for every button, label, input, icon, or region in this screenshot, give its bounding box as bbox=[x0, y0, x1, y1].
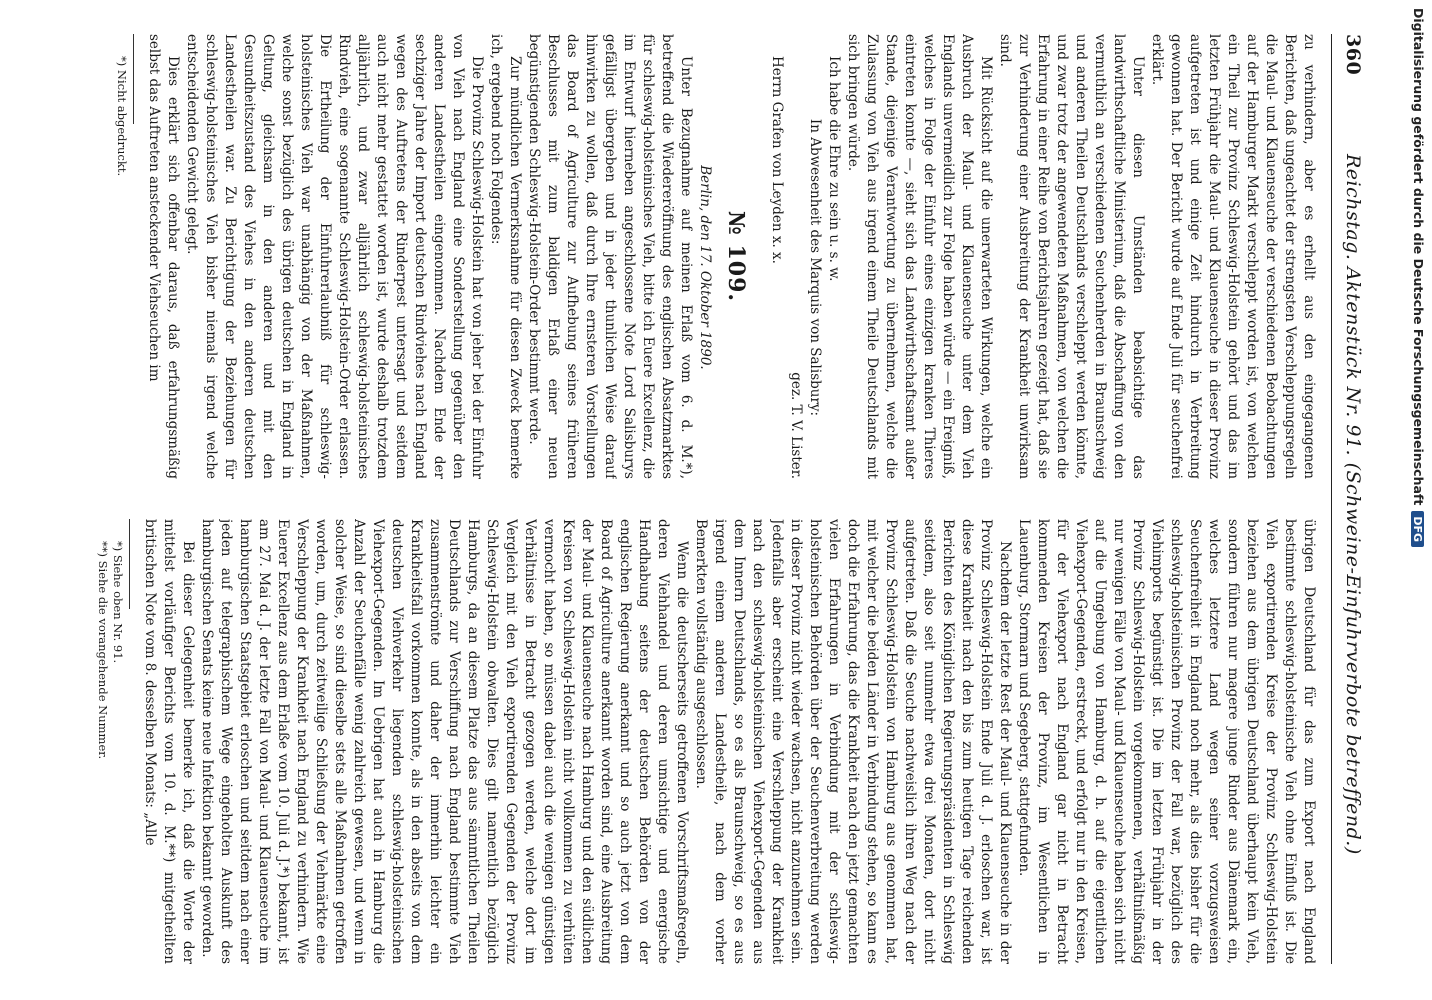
left-paragraph-4: Ich habe die Ehre zu sein u. s. w. bbox=[826, 56, 842, 282]
right-paragraph-1: übrigen Deutschland für das zum Export nach England bestimmte schleswig-holsteinische Vieh ohne Einfluß ist. Die Vieh exportirenden Kreise der Provinz Schleswig-Holstein beziehen aus dem übrigen Deutschland überhaupt kein Vieh, sondern führen nur magere junge Rinder aus Dänemark ein, welches letztere Land wegen seiner vorzugsweisen Seuchenfreiheit in England noch mehr, als dies bisher für die schleswig-holsteinischen Provinz der Fall war, bezüglich des Viehimports begünstigt ist. Die im letzten Frühjahr in der Provinz Schleswig-Holstein vorgekommenen, verhältnißmäßig nur wenigen Fälle von Maul- und Klauenseuche haben sich nicht auf die Umgebung von Hamburg, d. h. auf die eigentlichen Viehexport-Gegenden, erstreckt, und erfolgt nur in den Kreisen, für der Viehexport nach England gar nicht in Betracht kommenden Kreisen der Provinz, im Wesentlichen in Lauenburg, Stormarn und Segeberg, stattgefunden. bbox=[1016, 519, 1317, 964]
left-paragraph-2: Unter diesen Umständen beabsichtige das landwirthschaftliche Ministerium, daß die Abschaffung von den vermuthlich an verschiedenen Seuchenherden in Braunschweig und anderen Theilen Deutschlands verschleppt werden könnte, und zwar trotz der angewendeten Maßnahmen, von welchen die Erfahrung in einer Reihe von Berichtsjahren gezeigt hat, daß sie zur Verhinderung einer Ausbreitung der Krankheit unwirksam sind. bbox=[997, 34, 1146, 479]
right-paragraph-4: Bei dieser Gelegenheit bemerke ich, daß die Worte der mittelst vorläufiger Berichts vom 10. d. M.**) mitgetheilten britischen Note vom 8. desselben Monats: „Alle bbox=[142, 519, 196, 964]
left-after-paragraph-1: Unter Bezugnahme auf meinen Erlaß vom 6. d. M.*), betreffend die Wiedereröffnung des englischen Absatzmarktes für schleswig-holsteinisches Vieh, bitte ich Euere Excellenz, die im Entwurf hierneben angeschlossene Note Lord Salisburys gefälligst übergeben und in jeder thunlichen Weise darauf hinwirken zu wollen, daß durch Ihre ernsteren Vorstellungen das Board of Agriculture zur Aufhebung seines früheren Beschlusses mit zum baldigen Erlaß einer neuen begünstigenden Schleswig-Holstein-Order bestimmt werde. bbox=[526, 34, 694, 479]
dfg-logo-badge: DFG bbox=[1411, 511, 1424, 547]
left-after-paragraph-3: Die Provinz Schleswig-Holstein hat von jeher bei der Einfuhr von Vieh nach England eine Sonderstellung gegenüber den anderen Landestheilen eingenommen. Nachdem Ende der sechziger Jahre der Import deutschen Rindviehes nach England wegen des Auftretens der Rinderpest untersagt und seitdem auch nicht mehr gestattet worden ist, wurde deshalb trotzdem alljährlich, und zwar alljährlich schleswig-holsteinisches Rindvieh, eine sogenannte Schleswig-Holstein-Order erlassen. Die Ertheilung der Einfuhrerlaubniß für schleswig-holsteinisches Vieh war unabhängig von der Maßnahmen, welche sonst bezüglich des übrigen deutschen in England in Geltung, gleichsam in den anderen und mit den Gesundheitszustand des Viehes in den anderen deutschen Landestheilen war. Zu Berichtigung der Beziehungen für schleswig-holsteinisches Vieh bisher niemals irgend welche entscheidenden Gewicht gelegt. bbox=[184, 34, 485, 479]
page-number: 360 bbox=[1342, 34, 1364, 76]
page-body bbox=[30, 34, 1370, 964]
left-paragraph-1: zu verhindern, aber es erhellt aus den eingegangenen Berichten, daß ungeachtet der strengsten Verschleppungsregeln die Maul- und Klauenseuche der verschiedenen Beobachtungen auf der Hamburger Markt verschleppt worden ist, von welchen ein Theil zur Provinz Schleswig-Holstein gehört und das im letzten Frühjahr die Maul- und Klauenseuche in dieser Provinz aufgetreten ist und einige Zeit hindurch in Verbreitung gewonnen hat. Der Bericht wurde auf Ende Juli für seuchenfrei erklärt. bbox=[1149, 34, 1317, 479]
footnote-rule-right bbox=[129, 519, 130, 609]
left-after-paragraph-4: Dies erklärt sich offenbar daraus, daß erfahrungsmäßig selbst das Auftreten ansteckender Viehseuchen im bbox=[146, 34, 181, 479]
left-column bbox=[68, 34, 1318, 479]
dateline: Berlin, den 17. Oktober 1890. bbox=[697, 165, 713, 370]
left-after-paragraph-2: Zur mündlichen Vermerksnahme für diesen Zweck bemerke ich, ergebend noch Folgendes: bbox=[488, 34, 523, 479]
footnote-right-2: **) Siehe die vorangehende Nummer. bbox=[96, 541, 110, 760]
right-paragraph-2: Nachdem der letzte Rest der Maul- und Klauenseuche in der Provinz Schleswig-Holstein Ende Juli d. J. erloschen war, ist diese Krankheit nach den bis zum heutigen Tage reichenden Berichten des Königlichen Regierungspräsidenten in Schleswig seitdem, also seit nunmehr etwa drei Monaten, dort nicht aufgetreten. Daß die Seuche nachweislich ihren Weg nach der Provinz Schleswig-Holstein von Hamburg aus genommen hat, mit welcher die beiden Länder in Verbindung stehen, so kann es doch die Erfahrung, das die Krankheit nach den jetzt gemachten vielen Erfahrungen in Verbindung mit der schleswig-holsteinischen Behörden über der Seuchenverbreitung werden in dieser Provinz nicht wieder wachsen, nicht anzunehmen sein. Jedenfalls aber erscheint eine Verschleppung der Krankheit nach den schleswig-holsteinischen Viehexport-Gegenden aus dem Innern Deutschlands, so es als Braunschweig, so es aus irgend einem anderen Landestheile, nach dem vorher Bemerkten vollständig ausgeschlossen. bbox=[693, 519, 1013, 964]
credit-text: Digitalisierung gefördert durch die Deutsche Forschungsgemeinschaft bbox=[1411, 8, 1426, 506]
running-head-title: Reichstag. Aktenstück Nr. 91. (Schweine-Einfuhrverbote betreffend.) bbox=[1342, 154, 1364, 855]
signature-line-2: gez. T. V. Lister. bbox=[788, 372, 804, 479]
footnote-left: *) Nicht abgedruckt. bbox=[115, 56, 129, 177]
credit-text-container bbox=[1411, 8, 1426, 988]
right-paragraph-3: Wenn die deutscherseits getroffenen Vorschriftsmaßregeln, deren Viehhandel und deren umsichtige und energische Handhabung seitens der deutschen Behörden von der englischen Regierung anerkannt und so auch jetzt von dem Board of Agriculture anerkannt worden sind, eine Ausbreitung der Maul- und Klauenseuche nach Hamburg und den südlichen Kreisen von Schleswig-Holstein nicht vollkommen zu verhüten vermocht haben, so müssen dabei auch die wenigen günstigen Verhältnisse in Betracht gezogen werden, welche dort im Vergleich mit den Vieh exportirenden Gegenden der Provinz Schleswig-Holstein obwalten. Dies gilt namentlich bezüglich Hamburgs, da an diesem Platze das aus sämmtlichen Theilen Deutschlands zur Verschiffung nach England bestimmte Vieh zusammenströmte und daher der immerhin leichter ein Krankheitsfall vorkommen konnte, als in den abseits von dem deutschen Viehverkehr liegenden schleswig-holsteinischen Viehexport-Gegenden. Im Uebrigen hat auch in Hamburg die Anzahl der Seuchenfälle wenig zahlreich gewesen, und wenn in solcher Weise, so sind dieselbe stets alle Maßnahmen getroffen worden, um, durch zeitweilige Schließung der Viehmärkte eine Verschleppung der Krankheit nach England zu verhindern. Wie Euerer Excellenz aus dem Erlaße vom 10. Juli d. J.*) bekannt, ist am 27. Mai d. J. der letzte Fall von Maul- und Klauenseuche im hamburgischen Staatsgebiet erloschen und seitdem nach einer jeden auf telegraphischem Wege eingeholten Auskunft des hamburgischen Senats keine neue Infektion bekannt geworden. bbox=[199, 519, 690, 964]
footnote-rule-left bbox=[133, 34, 134, 124]
addressee: Herrn Grafen von Leyden x. x. bbox=[769, 56, 785, 264]
digitization-credit bbox=[1404, 0, 1432, 1000]
document-number: № 109. bbox=[723, 210, 749, 303]
footnote-right-1: *) Siehe oben Nr. 91. bbox=[111, 541, 125, 664]
left-paragraph-3: Mit Rücksicht auf die unerwarteten Wirkungen, welche ein Ausbruch der Maul- und Klauenseuche unter dem Vieh Englands unvermeidlich zur Folge haben würde — ein Ereigniß, welches in Folge der Einfuhr eines einzigen kranken Thieres eintreten konnte —, sieht sich das Landwirthschaftsamt außer Stande, diejenige Verantwortung zu übernehmen, welche die Zulassung von Vieh aus irgend einem Theile Deutschlands mit sich bringen würde. bbox=[845, 34, 994, 479]
running-head bbox=[1336, 34, 1370, 964]
right-column bbox=[68, 519, 1318, 964]
signature-line-1: In Abwesenheit des Marquis von Salisbury: bbox=[807, 118, 823, 417]
header-rule bbox=[1331, 34, 1332, 964]
